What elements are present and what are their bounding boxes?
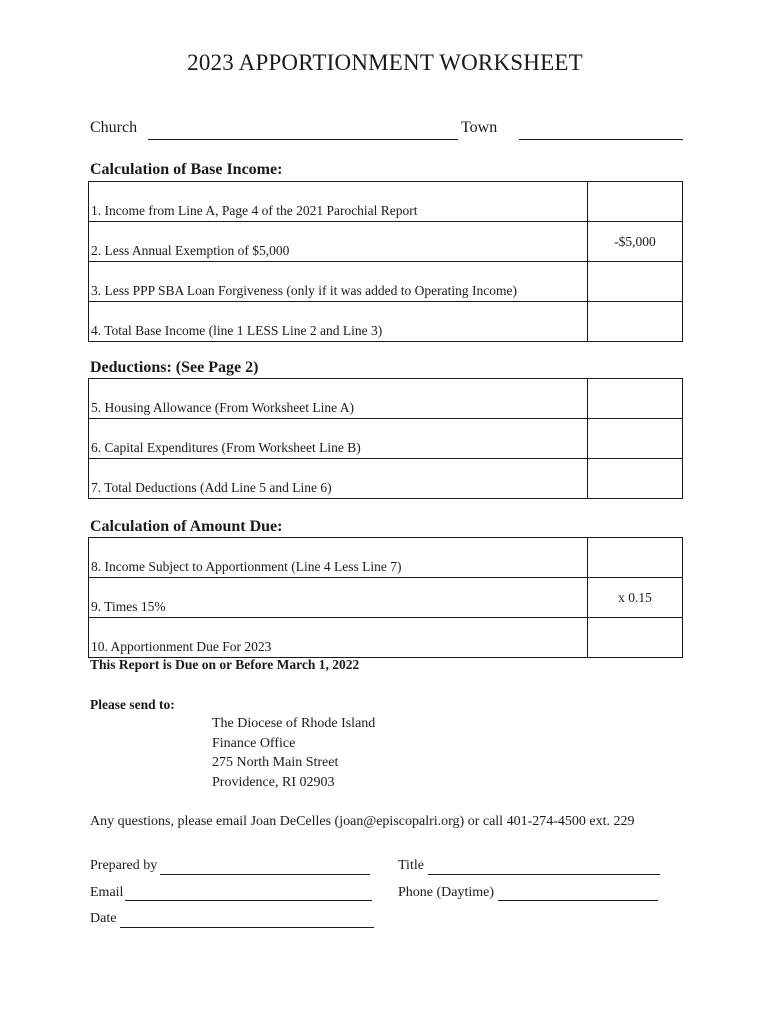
deductions-heading: Deductions: (See Page 2) bbox=[90, 359, 259, 376]
line-1-label: 1. Income from Line A, Page 4 of the 2021 Parochial Report bbox=[89, 182, 588, 222]
table-row bbox=[89, 302, 683, 342]
amount-due-table bbox=[88, 537, 683, 658]
line-5-amount[interactable] bbox=[588, 379, 683, 419]
table-row bbox=[89, 419, 683, 459]
line-9-amount: x 0.15 bbox=[588, 578, 683, 618]
email-field[interactable] bbox=[125, 900, 372, 901]
title-field[interactable] bbox=[428, 874, 660, 875]
base-income-table bbox=[88, 181, 683, 342]
line-2-label: 2. Less Annual Exemption of $5,000 bbox=[89, 222, 588, 262]
line-3-amount[interactable] bbox=[588, 262, 683, 302]
table-row bbox=[89, 182, 683, 222]
table-row bbox=[89, 222, 683, 262]
date-label: Date bbox=[90, 911, 117, 926]
line-10-amount[interactable] bbox=[588, 618, 683, 658]
address-line: 275 North Main Street bbox=[212, 755, 339, 770]
line-8-label: 8. Income Subject to Apportionment (Line 4 Less Line 7) bbox=[89, 538, 588, 578]
phone-label: Phone (Daytime) bbox=[398, 885, 495, 900]
phone-field[interactable] bbox=[498, 900, 658, 901]
line-4-amount[interactable] bbox=[588, 302, 683, 342]
line-5-label: 5. Housing Allowance (From Worksheet Line A) bbox=[89, 379, 588, 419]
address-line: Providence, RI 02903 bbox=[212, 774, 335, 790]
line-3-label: 3. Less PPP SBA Loan Forgiveness (only if it was added to Operating Income) bbox=[89, 262, 588, 302]
line-7-amount[interactable] bbox=[588, 459, 683, 499]
town-field[interactable] bbox=[519, 139, 683, 140]
address-line: The Diocese of Rhode Island bbox=[212, 716, 376, 731]
due-notice: This Report is Due on or Before March 1, 2022 bbox=[90, 657, 360, 672]
mailing-address bbox=[212, 714, 375, 792]
table-row bbox=[89, 459, 683, 499]
table-row bbox=[89, 262, 683, 302]
title-label: Title bbox=[398, 858, 424, 873]
town-label: Town bbox=[461, 119, 498, 136]
church-label: Church bbox=[90, 119, 138, 136]
line-2-amount: -$5,000 bbox=[588, 222, 683, 262]
church-field[interactable] bbox=[148, 139, 458, 140]
line-6-label: 6. Capital Expenditures (From Worksheet Line B) bbox=[89, 419, 588, 459]
base-income-heading: Calculation of Base Income: bbox=[90, 161, 283, 178]
send-to-label: Please send to: bbox=[90, 697, 175, 712]
line-1-amount[interactable] bbox=[588, 182, 683, 222]
amount-due-heading: Calculation of Amount Due: bbox=[90, 518, 283, 535]
table-row bbox=[89, 379, 683, 419]
prepared-by-field[interactable] bbox=[160, 874, 370, 875]
line-4-label: 4. Total Base Income (line 1 LESS Line 2 and Line 3) bbox=[89, 302, 588, 342]
questions-note: Any questions, please email Joan DeCelles (joan@episcopalri.org) or call 401-274-4500 ext. 229 bbox=[90, 814, 635, 829]
address-line: Finance Office bbox=[212, 735, 296, 751]
deductions-table bbox=[88, 378, 683, 499]
line-6-amount[interactable] bbox=[588, 419, 683, 459]
page-title: 2023 APPORTIONMENT WORKSHEET bbox=[187, 50, 583, 75]
table-row bbox=[89, 578, 683, 618]
prepared-by-label: Prepared by bbox=[90, 858, 158, 873]
line-9-label: 9. Times 15% bbox=[89, 578, 588, 618]
email-label: Email bbox=[90, 885, 124, 900]
line-10-label: 10. Apportionment Due For 2023 bbox=[89, 618, 588, 658]
line-7-label: 7. Total Deductions (Add Line 5 and Line 6) bbox=[89, 459, 588, 499]
line-8-amount[interactable] bbox=[588, 538, 683, 578]
table-row bbox=[89, 618, 683, 658]
table-row bbox=[89, 538, 683, 578]
date-field[interactable] bbox=[120, 927, 374, 928]
